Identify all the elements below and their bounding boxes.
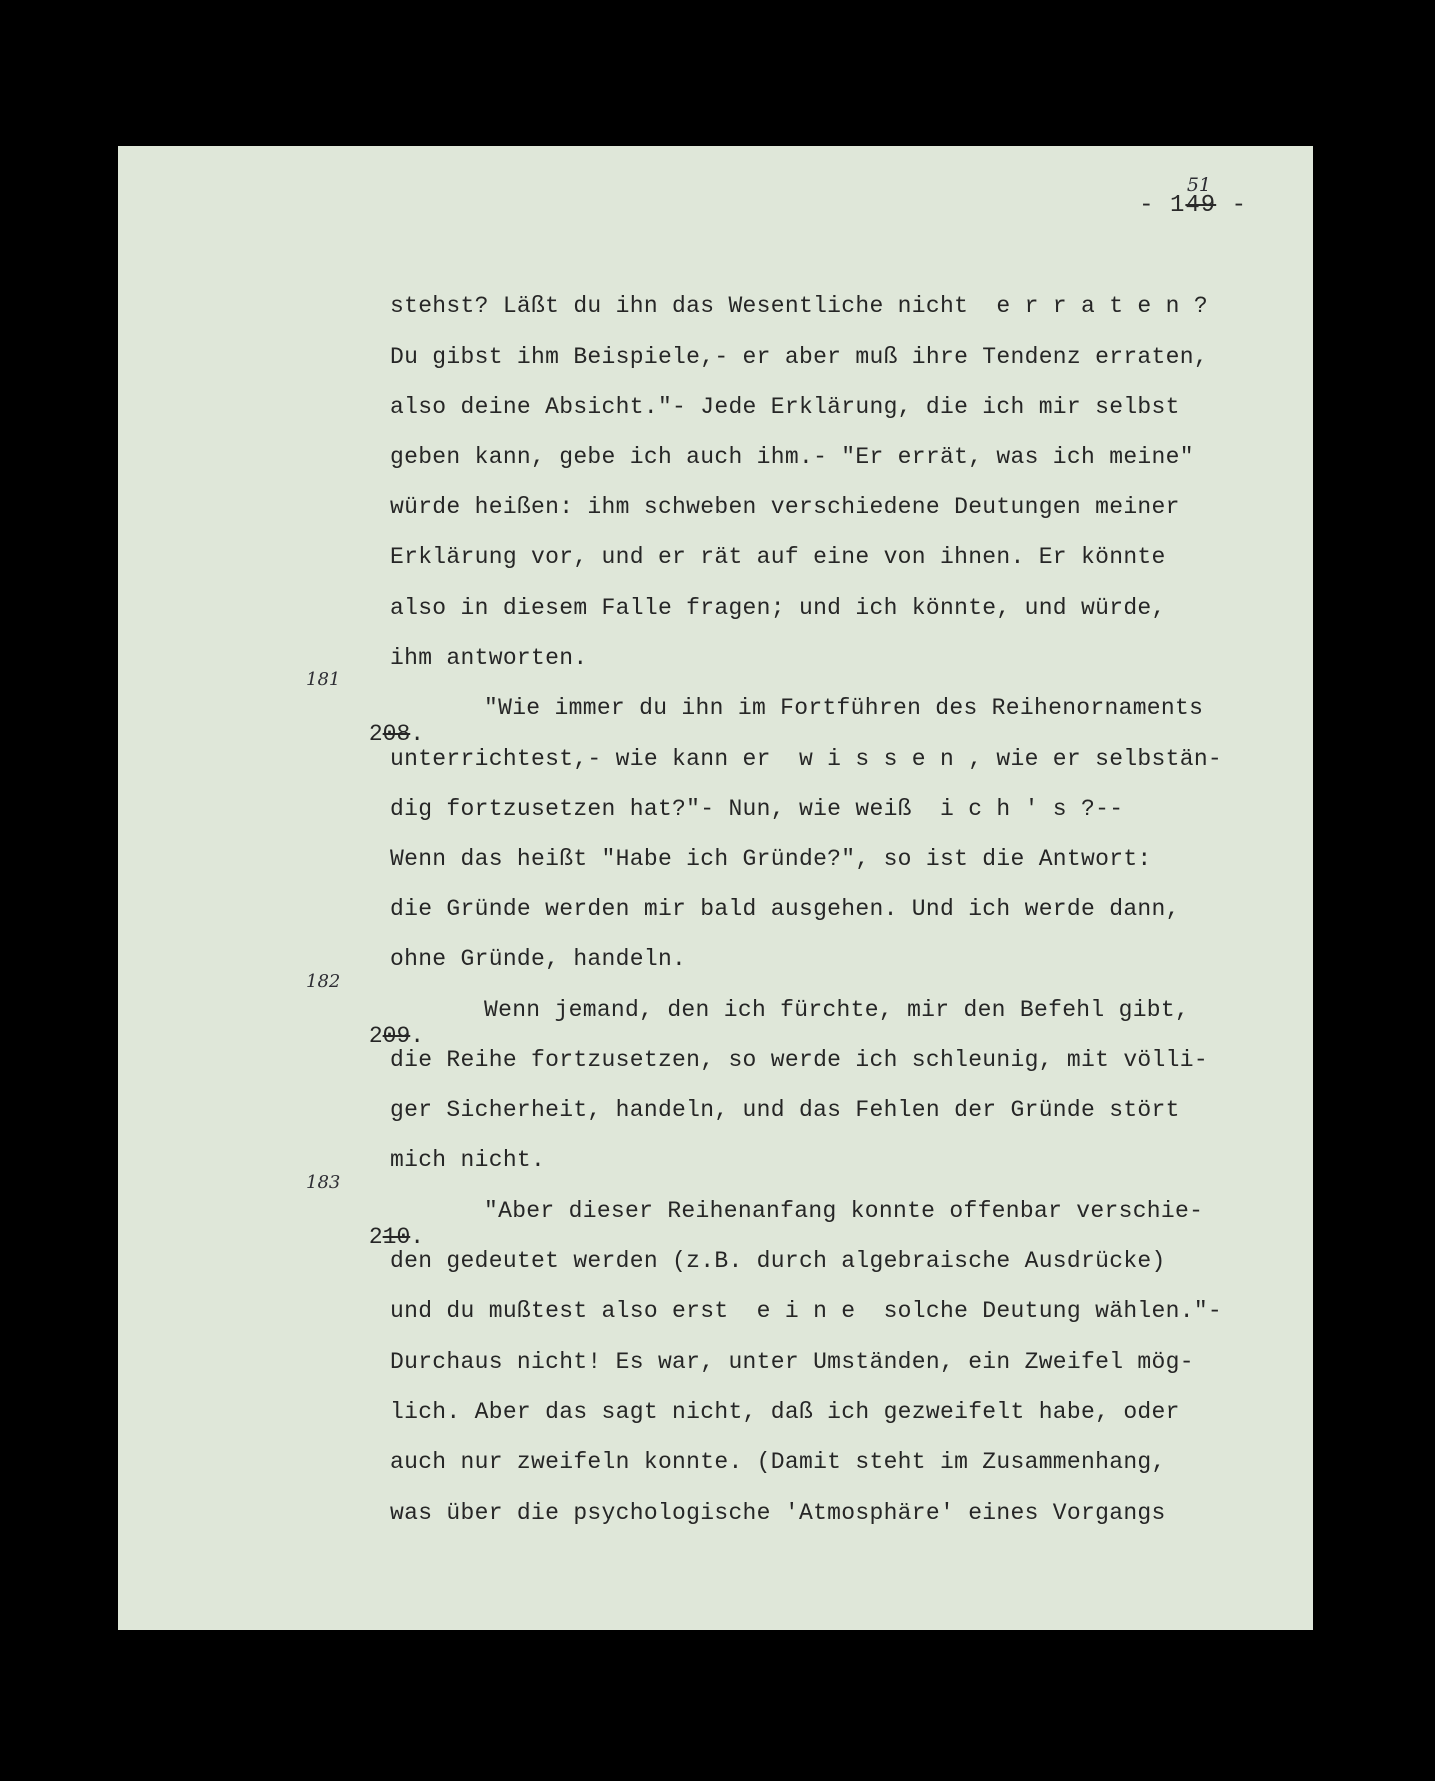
- text-line: die Reihe fortzusetzen, so werde ich schleunig, mit völli-: [390, 1047, 1208, 1073]
- text-line: stehst? Läßt du ihn das Wesentliche nicht e r r a t e n ?: [390, 293, 1208, 319]
- text-line: "Wie immer du ihn im Fortführen des Reihenornaments: [484, 695, 1204, 721]
- text-line: also in diesem Falle fragen; und ich könnte, und würde,: [390, 595, 1166, 621]
- paragraph-number-prefix: 2: [368, 1224, 383, 1250]
- text-line: mich nicht.: [390, 1147, 546, 1173]
- page-number-suffix: -: [1216, 192, 1247, 219]
- handwritten-paragraph-number: 181: [306, 669, 341, 690]
- page-number-struck: 49: [1185, 192, 1217, 219]
- handwritten-page-number: 51: [1186, 174, 1211, 196]
- text-line: unterrichtest,- wie kann er w i s s e n , wie er selbstän-: [390, 746, 1223, 772]
- text-line: also deine Absicht."- Jede Erklärung, die ich mir selbst: [390, 394, 1180, 420]
- text-line: Wenn das heißt "Habe ich Gründe?", so ist die Antwort:: [390, 846, 1152, 872]
- paragraph-number-prefix: 2: [368, 1023, 383, 1049]
- text-line: auch nur zweifeln konnte. (Damit steht im Zusammenhang,: [390, 1449, 1166, 1475]
- text-line: lich. Aber das sagt nicht, daß ich gezweifelt habe, oder: [390, 1399, 1180, 1425]
- text-line: den gedeutet werden (z.B. durch algebraische Ausdrücke): [390, 1248, 1166, 1274]
- text-line: "Aber dieser Reihenanfang konnte offenbar verschie-: [484, 1198, 1204, 1224]
- handwritten-paragraph-number: 183: [306, 1172, 341, 1193]
- text-line: dig fortzusetzen hat?"- Nun, wie weiß i c h ' s ?--: [390, 796, 1124, 822]
- text-line: Du gibst ihm Beispiele,- er aber muß ihre Tendenz erraten,: [390, 344, 1208, 370]
- text-line: würde heißen: ihm schweben verschiedene Deutungen meiner: [390, 494, 1180, 520]
- handwritten-paragraph-number: 182: [306, 971, 341, 992]
- text-line: und du mußtest also erst e i n e solche Deutung wählen."-: [390, 1298, 1223, 1324]
- page-number: [1139, 192, 1247, 219]
- text-line: ger Sicherheit, handeln, und das Fehlen der Gründe stört: [390, 1097, 1180, 1123]
- page-number-prefix: - 1: [1139, 192, 1186, 219]
- paragraph-number-suffix: .: [410, 1224, 425, 1250]
- text-line: Erklärung vor, und er rät auf eine von ihnen. Er könnte: [390, 544, 1166, 570]
- text-line: ohne Gründe, handeln.: [390, 946, 687, 972]
- paragraph-number-struck: 08: [382, 721, 411, 747]
- paragraph-number-prefix: 2: [368, 721, 383, 747]
- paragraph-number-struck: 09: [382, 1023, 411, 1049]
- paragraph-number-struck: 10: [382, 1224, 411, 1250]
- text-line: Wenn jemand, den ich fürchte, mir den Befehl gibt,: [484, 997, 1190, 1023]
- typescript-page: [118, 146, 1313, 1630]
- text-line: die Gründe werden mir bald ausgehen. Und ich werde dann,: [390, 896, 1180, 922]
- text-line: Durchaus nicht! Es war, unter Umständen, ein Zweifel mög-: [390, 1349, 1194, 1375]
- text-line: geben kann, gebe ich auch ihm.- "Er errät, was ich meine": [390, 444, 1194, 470]
- paragraph-number-suffix: .: [410, 721, 425, 747]
- text-line: ihm antworten.: [390, 645, 588, 671]
- text-line: was über die psychologische 'Atmosphäre' eines Vorgangs: [390, 1500, 1166, 1526]
- paragraph-number-suffix: .: [410, 1023, 425, 1049]
